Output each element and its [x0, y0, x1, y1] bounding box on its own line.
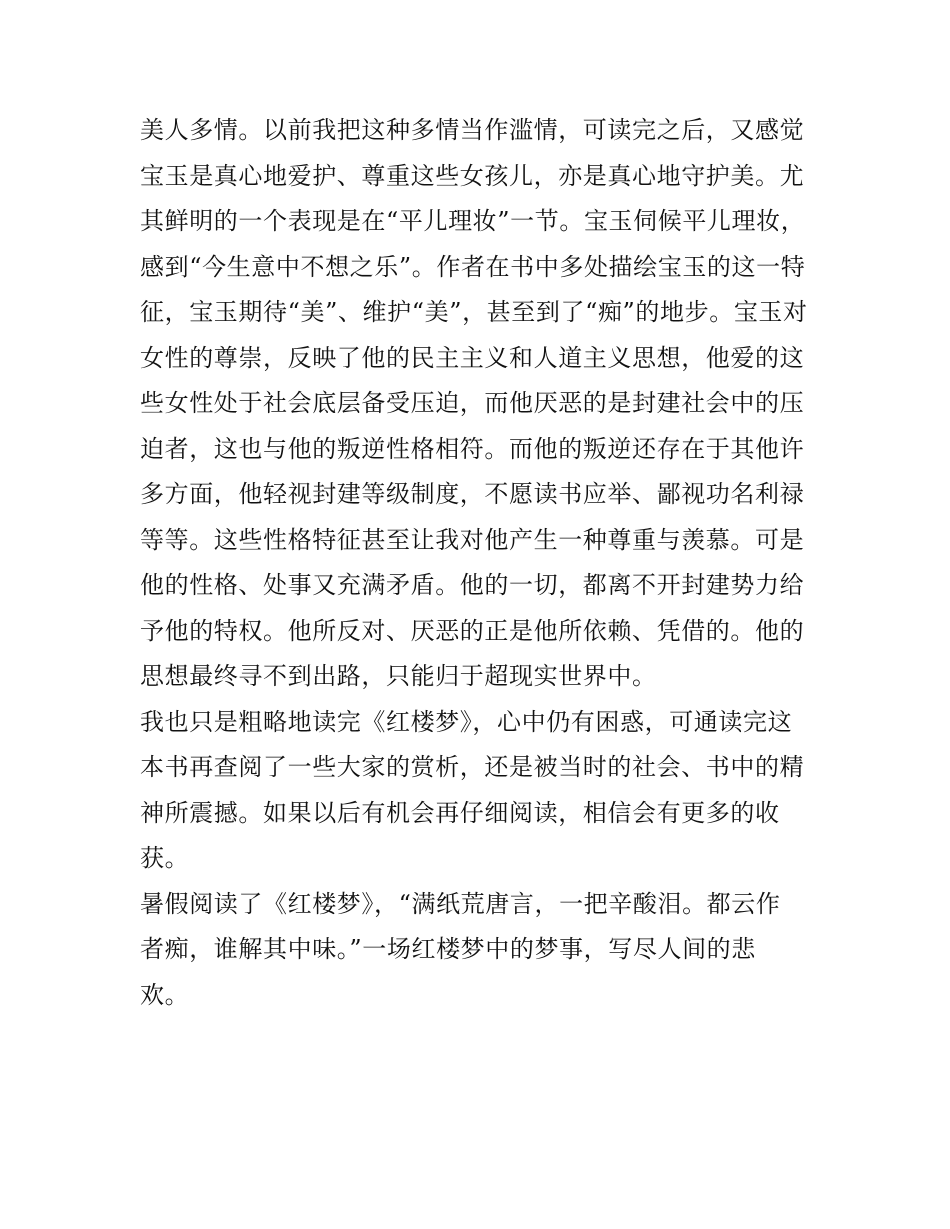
essay-text	[140, 108, 820, 1018]
text-line: 美人多情。以前我把这种多情当作滥情，可读完之后，又感觉	[140, 116, 805, 144]
text-line: 女性的尊崇，反映了他的民主主义和人道主义思想，他爱的这	[140, 343, 805, 372]
text-line: 他的性格、处事又充满矛盾。他的一切，都离不开封建势力给	[140, 571, 805, 599]
text-line: 获。	[140, 844, 190, 872]
text-line: 欢。	[140, 980, 190, 1009]
text-line: 等等。这些性格特征甚至让我对他产生一种尊重与羡慕。可是	[140, 525, 805, 554]
text-line: 感到“今生意中不想之乐”。作者在书中多处描绘宝玉的这一特	[140, 252, 806, 281]
text-line: 予他的特权。他所反对、厌恶的正是他所依赖、凭借的。他的	[140, 616, 805, 645]
text-line: 些女性处于社会底层备受压迫，而他厌恶的是封建社会中的压	[140, 389, 805, 417]
text-line: 征，宝玉期待“美”、维护“美”，甚至到了“痴”的地步。宝玉对	[140, 298, 808, 326]
text-line: 迫者，这也与他的叛逆性格相符。而他的叛逆还存在于其他许	[140, 434, 805, 463]
text-line: 其鲜明的一个表现是在“平儿理妆”一节。宝玉伺候平儿理妆，	[140, 207, 806, 235]
text-line: 者痴，谁解其中味。”一场红楼梦中的梦事，写尽人间的悲	[140, 935, 756, 963]
text-line: 暑假阅读了《红楼梦》，“满纸荒唐言，一把辛酸泪。都云作	[140, 889, 781, 918]
text-line: 本书再查阅了一些大家的赏析，还是被当时的社会、书中的精	[140, 753, 805, 781]
text-line: 我也只是粗略地读完《红楼梦》，心中仍有困惑，可通读完这	[140, 707, 793, 736]
text-line: 思想最终寻不到出路，只能归于超现实世界中。	[140, 662, 657, 690]
text-line: 多方面，他轻视封建等级制度，不愿读书应举、鄙视功名利禄	[140, 480, 805, 508]
text-line: 神所震撼。如果以后有机会再仔细阅读，相信会有更多的收	[140, 798, 780, 827]
text-line: 宝玉是真心地爱护、尊重这些女孩儿，亦是真心地守护美。尤	[140, 161, 805, 190]
